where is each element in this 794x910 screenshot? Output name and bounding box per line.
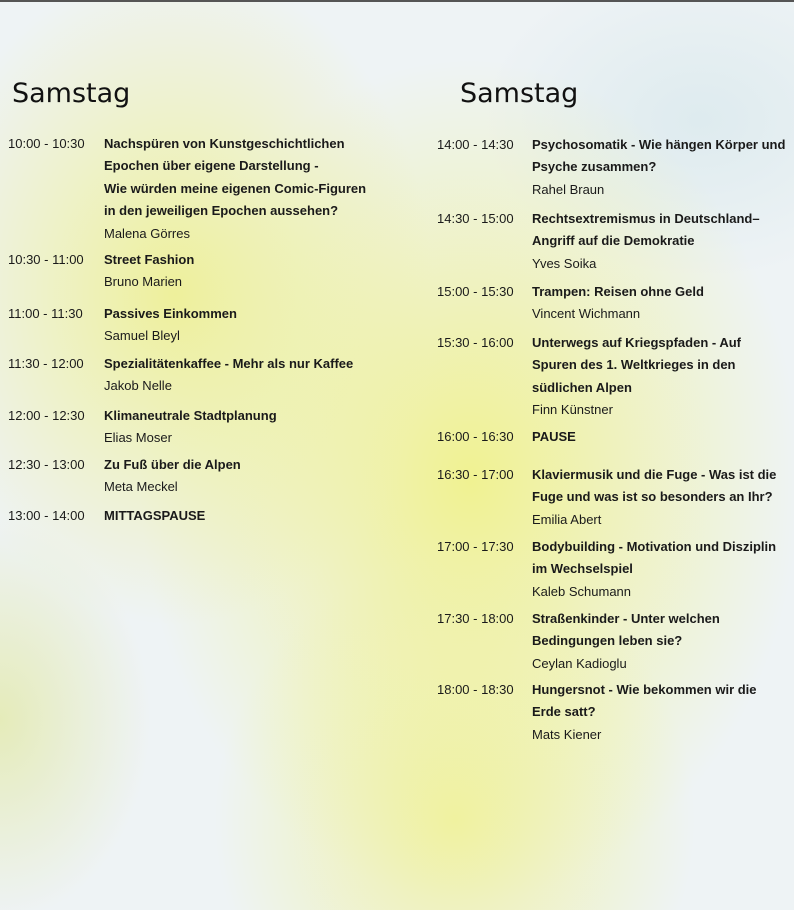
entry-title: Rechtsextremismus in Deutschland– Angriff auf die Demokratie [532, 211, 760, 249]
entry-time: 14:30 - 15:00 [437, 211, 514, 226]
entry-title: Psychosomatik - Wie hängen Körper und Psyche zusammen? [532, 137, 786, 175]
entry-speaker: Vincent Wichmann [532, 306, 641, 322]
entry-title: Passives Einkommen [104, 306, 237, 321]
entry-time: 10:30 - 11:00 [8, 252, 84, 267]
entry-speaker: Samuel Bleyl [104, 328, 180, 344]
entry-time: 13:00 - 14:00 [8, 508, 85, 523]
entry-title: Zu Fuß über die Alpen [104, 457, 241, 472]
entry-time: 12:30 - 13:00 [8, 457, 85, 472]
entry-title: Hungersnot - Wie bekommen wir die Erde satt? [532, 682, 757, 720]
entry-title: Nachspüren von Kunstgeschichtlichen Epochen über eigene Darstellung - Wie würden meine eigenen Comic-Figuren in den jeweiligen Epochen aussehen? [104, 136, 367, 219]
entry-speaker: Ceylan Kadioglu [532, 655, 627, 671]
entry-speaker: Emilia Abert [532, 511, 602, 527]
entry-title: Spezialitätenkaffee - Mehr als nur Kaffee [104, 356, 354, 371]
entry-time: 11:00 - 11:30 [8, 306, 83, 321]
entry-title: PAUSE [532, 429, 576, 444]
entry-title: Trampen: Reisen ohne Geld [532, 284, 704, 299]
entry-title: Klimaneutrale Stadtplanung [104, 408, 277, 423]
right-day-heading: Samstag [460, 78, 579, 109]
entry-title: Unterwegs auf Kriegspfaden - Auf Spuren des 1. Weltkrieges in den südlichen Alpen [532, 335, 741, 395]
entry-time: 12:00 - 12:30 [8, 408, 85, 423]
entry-title: Bodybuilding - Motivation und Disziplin im Wechselspiel [532, 539, 777, 577]
entry-time: 14:00 - 14:30 [437, 137, 514, 152]
entry-time: 15:30 - 16:00 [437, 335, 514, 350]
entry-time: 17:30 - 18:00 [437, 611, 514, 626]
entry-title: MITTAGSPAUSE [104, 508, 206, 523]
entry-speaker: Jakob Nelle [104, 378, 172, 394]
entry-speaker: Kaleb Schumann [532, 583, 632, 599]
entry-speaker: Malena Görres [104, 225, 190, 241]
entry-time: 10:00 - 10:30 [8, 136, 85, 151]
entry-speaker: Bruno Marien [104, 274, 183, 290]
top-border [0, 0, 794, 2]
entry-title: Street Fashion [104, 252, 195, 267]
entry-speaker: Yves Soika [532, 255, 597, 271]
entry-time: 15:00 - 15:30 [437, 284, 514, 299]
left-day-heading: Samstag [12, 78, 131, 109]
entry-speaker: Finn Künstner [532, 402, 613, 418]
entry-speaker: Elias Moser [104, 430, 172, 446]
entry-title: Straßenkinder - Unter welchen Bedingungen leben sie? [532, 611, 720, 649]
entry-speaker: Meta Meckel [104, 479, 178, 495]
entry-speaker: Mats Kiener [532, 726, 602, 742]
entry-time: 16:00 - 16:30 [437, 429, 514, 444]
entry-title: Klaviermusik und die Fuge - Was ist die Fuge und was ist so besonders an Ihr? [532, 467, 777, 505]
entry-time: 16:30 - 17:00 [437, 467, 514, 482]
entry-time: 18:00 - 18:30 [437, 682, 514, 697]
entry-time: 11:30 - 12:00 [8, 356, 84, 371]
entry-speaker: Rahel Braun [532, 181, 605, 197]
entry-time: 17:00 - 17:30 [437, 539, 514, 554]
